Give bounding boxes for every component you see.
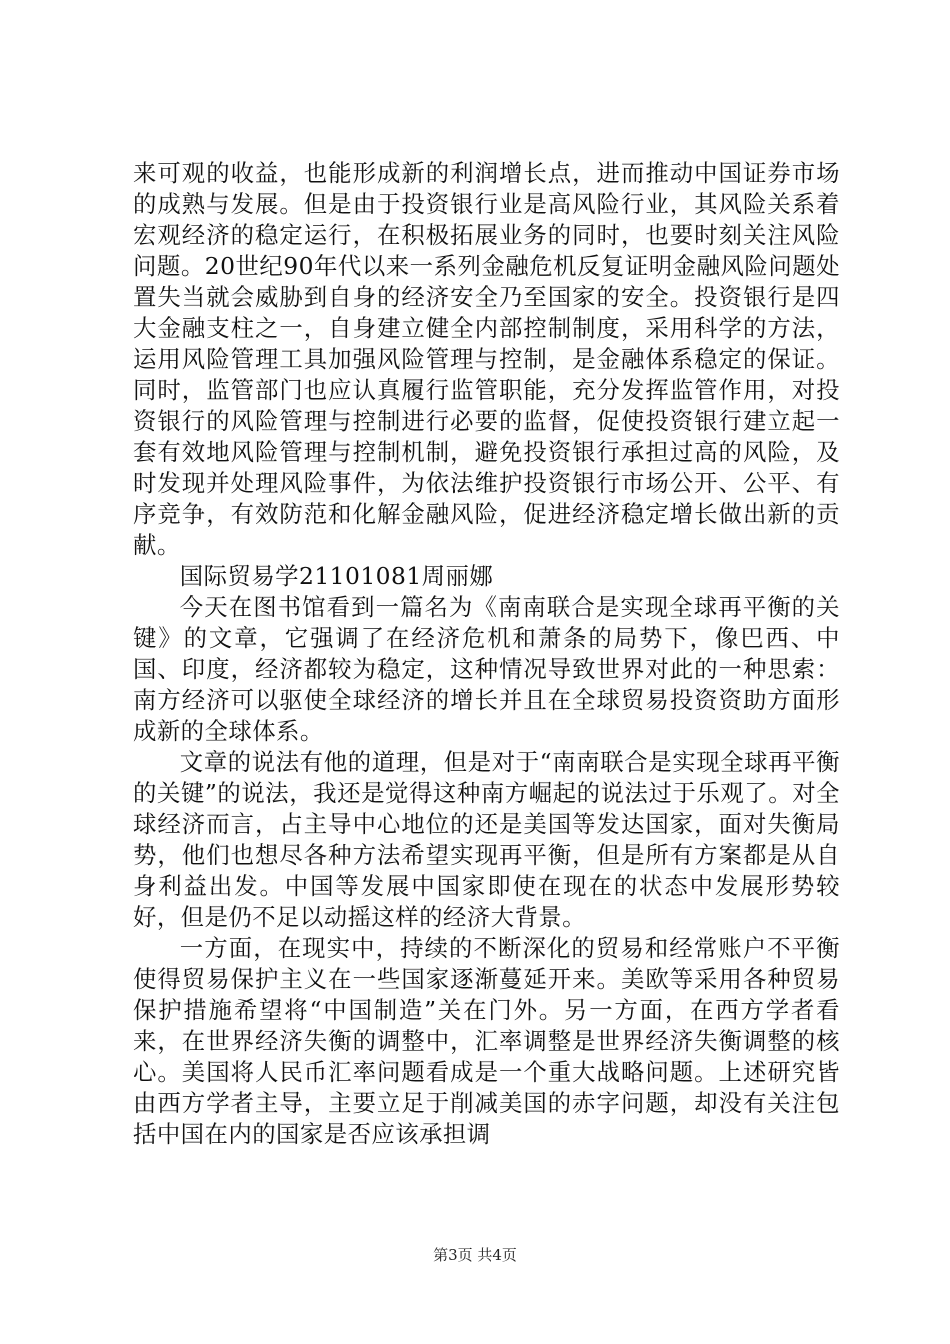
paragraph: 一方面，在现实中，持续的不断深化的贸易和经常账户不平衡使得贸易保护主义在一些国家逐渐蔓延开来。美欧等采用各种贸易保护措施希望将“中国制造”关在门外。另一方面，在西方学者看来，在世界经济失衡的调整中，汇率调整是世界经济失衡调整的核心。美国将人民币汇率问题看成是一个重大战略问题。上述研究皆由西方学者主导，主要立足于削减美国的赤字问题，却没有关注包括中国在内的国家是否应该承担调: [133, 934, 840, 1148]
paragraph: 今天在图书馆看到一篇名为《南南联合是实现全球再平衡的关键》的文章，它强调了在经济危机和萧条的局势下，像巴西、中国、印度，经济都较为稳定，这种情况导致世界对此的一种思索：南方经济可以驱使全球经济的增长并且在全球贸易投资资助方面形成新的全球体系。: [133, 593, 840, 745]
author-line: 国际贸易学21101081周丽娜: [179, 562, 494, 590]
page-number-footer: 第3页 共4页: [433, 1246, 517, 1264]
paragraph: 文章的说法有他的道理，但是对于“南南联合是实现全球再平衡的关键”的说法，我还是觉得这种南方崛起的说法过于乐观了。对全球经济而言，占主导中心地位的还是美国等发达国家，面对失衡局势，他们也想尽各种方法希望实现再平衡，但是所有方案都是从自身利益出发。中国等发展中国家即使在现在的状态中发展形势较好，但是仍不足以动摇这样的经济大背景。: [133, 748, 840, 931]
document-body: [133, 158, 840, 1150]
paragraph-continuation: 来可观的收益，也能形成新的利润增长点，进而推动中国证券市场的成熟与发展。但是由于投资银行业是高风险行业，其风险关系着宏观经济的稳定运行，在积极拓展业务的同时，也要时刻关注风险问题。20世纪90年代以来一系列金融危机反复证明金融风险问题处置失当就会威胁到自身的经济安全乃至国家的安全。投资银行是四大金融支柱之一，自身建立健全内部控制制度，采用科学的方法，运用风险管理工具加强风险管理与控制，是金融体系稳定的保证。同时，监管部门也应认真履行监管职能，充分发挥监管作用，对投资银行的风险管理与控制进行必要的监督，促使投资银行建立起一套有效地风险管理与控制机制，避免投资银行承担过高的风险，及时发现并处理风险事件，为依法维护投资银行市场公开、公平、有序竞争，有效防范和化解金融风险，促进经济稳定增长做出新的贡献。: [133, 159, 840, 559]
